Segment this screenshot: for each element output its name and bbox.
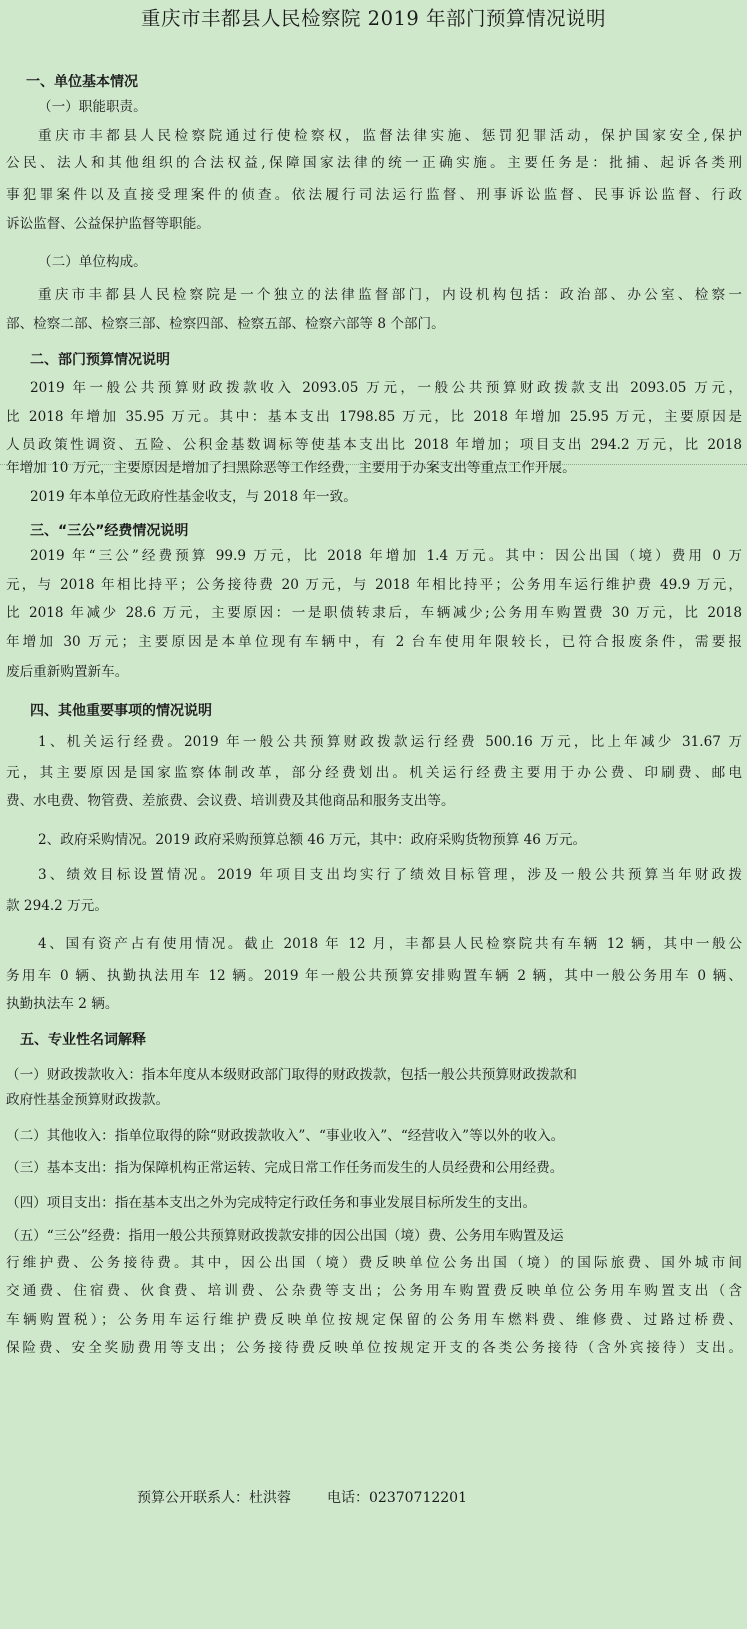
contact-person: 预算公开联系人：杜洪蓉 — [137, 1490, 291, 1506]
contact-footer — [137, 1487, 467, 1507]
text-line: 车辆购置税）；公务用车运行维护费反映单位按规定保留的公务用车燃料费、维修费、过路过桥费、 — [6, 1312, 742, 1328]
text-line: 保险费、安全奖励费用等支出；公务接待费反映单位按规定开支的各类公务接待（含外宾接待）支出。 — [6, 1340, 742, 1356]
text-line: 2、政府采购情况。2019 政府采购预算总额 46 万元，其中：政府采购货物预算 46 万元。 — [38, 832, 587, 848]
text-line: 1、机关运行经费。2019 年一般公共预算财政拨款运行经费 500.16 万元，比上年减少 31.67 万 — [38, 734, 742, 750]
text-line: 比 2018 年增加 35.95 万元。其中：基本支出 1798.85 万元，比 2018 年增加 25.95 万元，主要原因是 — [6, 409, 742, 425]
section-heading: 一、单位基本情况 — [26, 74, 138, 90]
text-line: 行维护费、公务接待费。其中，因公出国（境）费反映单位公务出国（境）的国际旅费、国外城市间 — [6, 1255, 742, 1271]
text-line: 部、检察二部、检察三部、检察四部、检察五部、检察六部等 8 个部门。 — [6, 316, 445, 332]
text-line: 务用车 0 辆、执勤执法用车 12 辆。2019 年一般公共预算安排购置车辆 2 辆，其中一般公务用车 0 辆、 — [6, 968, 742, 984]
text-line: （二）单位构成。 — [38, 254, 147, 270]
text-line: （五）“三公”经费：指用一般公共预算财政拨款安排的因公出国（境）费、公务用车购置及运 — [6, 1228, 564, 1244]
text-line: （一）职能职责。 — [38, 99, 147, 115]
text-line: 诉讼监督、公益保护监督等职能。 — [6, 216, 210, 232]
contact-phone: 电话：02370712201 — [327, 1490, 467, 1506]
text-line: 公民、法人和其他组织的合法权益,保障国家法律的统一正确实施。主要任务是：批捕、起诉各类刑 — [6, 155, 742, 171]
section-heading: 五、专业性名词解释 — [20, 1032, 146, 1048]
text-line: 年增加 10 万元，主要原因是增加了扫黑除恶等工作经费，主要用于办案支出等重点工作开展。 — [6, 460, 576, 476]
text-line: （四）项目支出：指在基本支出之外为完成特定行政任务和事业发展目标所发生的支出。 — [6, 1195, 537, 1211]
text-line: 人员政策性调资、五险、公积金基数调标等使基本支出比 2018 年增加；项目支出 294.2 万元，比 2018 — [6, 437, 742, 453]
section-heading: 三、“三公”经费情况说明 — [30, 523, 189, 539]
text-line: （二）其他收入：指单位取得的除“财政拨款收入”、“事业收入”、“经营收入”等以外的收入。 — [6, 1128, 565, 1144]
text-line: （一）财政拨款收入：指本年度从本级财政部门取得的财政拨款，包括一般公共预算财政拨款和 — [6, 1067, 577, 1083]
text-line: 执勤执法车 2 辆。 — [6, 996, 119, 1012]
section-heading: 四、其他重要事项的情况说明 — [30, 703, 212, 719]
text-line: 3、绩效目标设置情况。2019 年项目支出均实行了绩效目标管理，涉及一般公共预算当年财政拨 — [38, 867, 742, 883]
document-title: 重庆市丰都县人民检察院 2019 年部门预算情况说明 — [140, 7, 607, 30]
text-line: 费、水电费、物管费、差旅费、会议费、培训费及其他商品和服务支出等。 — [6, 793, 455, 809]
text-line: 年增加 30 万元；主要原因是本单位现有车辆中，有 2 台车使用年限较长，已符合报废条件，需要报 — [6, 634, 742, 650]
text-line: 事犯罪案件以及直接受理案件的侦查。依法履行司法运行监督、刑事诉讼监督、民事诉讼监督、行政 — [6, 187, 742, 203]
text-line: 2019 年“三公”经费预算 99.9 万元，比 2018 年增加 1.4 万元。其中：因公出国（境）费用 0 万 — [30, 548, 742, 564]
text-line: 2019 年本单位无政府性基金收支，与 2018 年一致。 — [30, 489, 357, 505]
text-line: 交通费、住宿费、伙食费、培训费、公杂费等支出；公务用车购置费反映单位公务用车购置支出（含 — [6, 1283, 742, 1299]
text-line: 元，其主要原因是国家监察体制改革，部分经费划出。机关运行经费主要用于办公费、印刷费、邮电 — [6, 765, 742, 781]
text-line: 4、国有资产占有使用情况。截止 2018 年 12 月，丰都县人民检察院共有车辆 12 辆，其中一般公 — [38, 936, 742, 952]
text-line: 废后重新购置新车。 — [6, 664, 129, 680]
section-heading: 二、部门预算情况说明 — [30, 352, 170, 368]
text-line: 政府性基金预算财政拨款。 — [6, 1092, 170, 1108]
text-line: （三）基本支出：指为保障机构正常运转、完成日常工作任务而发生的人员经费和公用经费。 — [6, 1160, 564, 1176]
text-line: 款 294.2 万元。 — [6, 898, 108, 914]
text-line: 重庆市丰都县人民检察院是一个独立的法律监督部门，内设机构包括：政治部、办公室、检察一 — [38, 287, 742, 303]
text-line: 2019 年一般公共预算财政拨款收入 2093.05 万元，一般公共预算财政拨款支出 2093.05 万元， — [30, 380, 742, 396]
text-line: 元，与 2018 年相比持平；公务接待费 20 万元，与 2018 年相比持平；公务用车运行维护费 49.9 万元， — [6, 577, 742, 593]
text-line: 重庆市丰都县人民检察院通过行使检察权，监督法律实施、惩罚犯罪活动，保护国家安全,保护 — [38, 128, 742, 144]
text-line: 比 2018 年减少 28.6 万元，主要原因：一是职债转隶后，车辆减少;公务用车购置费 30 万元，比 2018 — [6, 605, 742, 621]
